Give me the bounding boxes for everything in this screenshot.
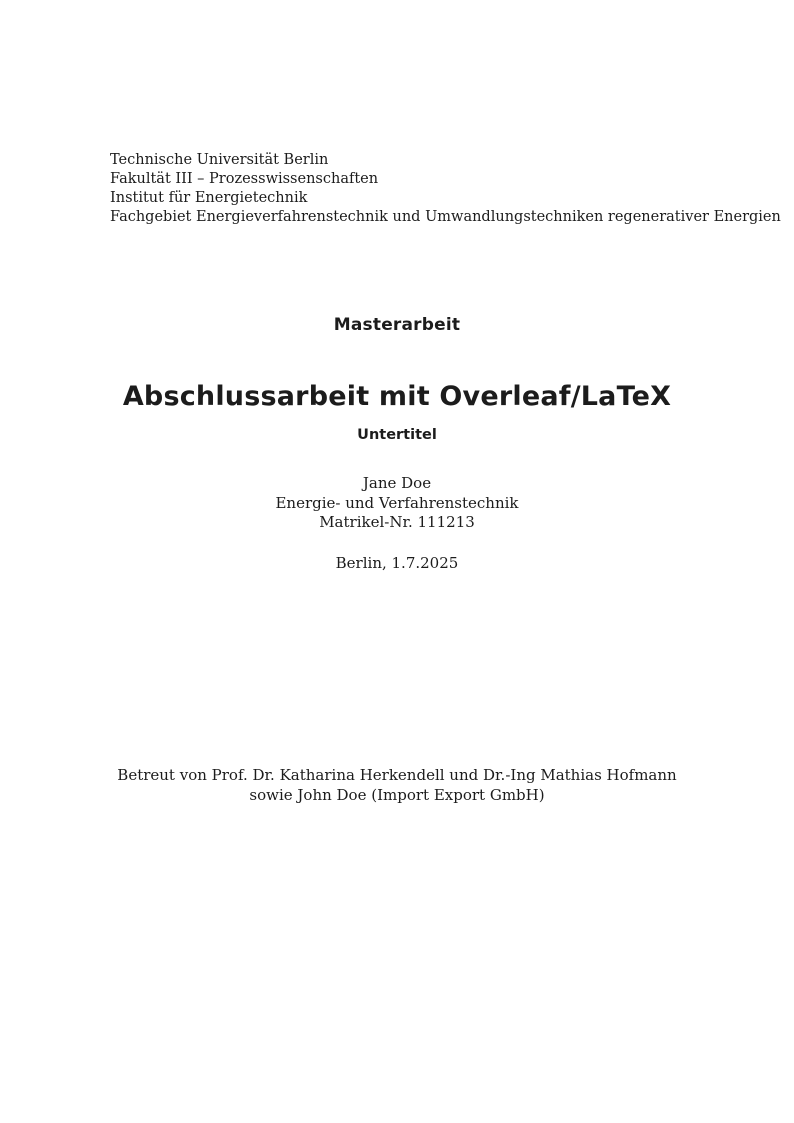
author-name: Jane Doe [362,474,432,492]
author-block [0,474,794,533]
place-date: Berlin, 1.7.2025 [335,554,459,572]
document-type-label: Masterarbeit [333,315,461,335]
institution-line-faculty: Fakultät III – Prozesswissenschaften [110,171,379,187]
supervisors-line-2: sowie John Doe (Import Export GmbH) [249,785,545,804]
institution-line-institute: Institut für Energietechnik [110,190,308,206]
author-matriculation: Matrikel-Nr. 111213 [319,513,475,531]
institution-header [110,151,781,227]
institution-line-university: Technische Universität Berlin [110,152,329,168]
author-department: Energie- und Verfahrenstechnik [275,493,519,512]
institution-line-department: Fachgebiet Energieverfahrenstechnik und Umwandlungstechniken regenerativer Energien [110,209,781,225]
supervisors-line-1: Betreut von Prof. Dr. Katharina Herkendell und Dr.-Ing Mathias Hofmann [117,766,677,784]
supervisor-block [0,766,794,805]
document-title: Abschlussarbeit mit Overleaf/LaTeX [122,381,672,412]
document-subtitle: Untertitel [357,427,437,443]
